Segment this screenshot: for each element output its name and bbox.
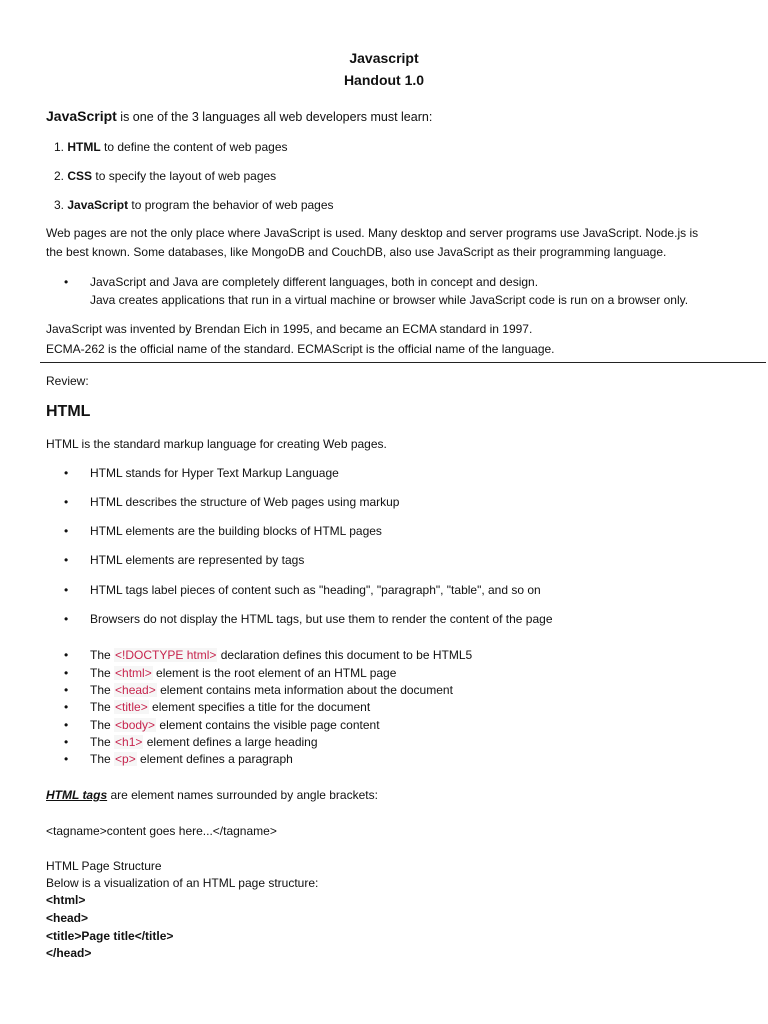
html-tags-line — [46, 788, 378, 802]
html-bullet — [64, 466, 339, 480]
language-number: 2. — [54, 169, 65, 183]
element-pre: The — [90, 666, 115, 680]
element-pre: The — [90, 718, 115, 732]
element-pre: The — [90, 683, 115, 697]
bullet-icon: • — [64, 718, 69, 732]
html-tags-rest: are element names surrounded by angle brackets: — [107, 788, 378, 802]
java-bullet-line-1: JavaScript and Java are completely different languages, both in concept and design. — [90, 275, 539, 289]
html-intro: HTML is the standard markup language for creating Web pages. — [46, 437, 387, 451]
html-bullet — [64, 612, 553, 626]
tag-code: <html> — [115, 666, 152, 680]
bullet-icon: • — [64, 612, 69, 626]
web-pages-paragraph-line-1: Web pages are not the only place where JavaScript is used. Many desktop and server programs use JavaScript. Node.js is — [46, 226, 699, 240]
bullet-icon: • — [64, 683, 69, 697]
invented-line-1: JavaScript was invented by Brendan Eich in 1995, and became an ECMA standard in 1997. — [46, 322, 533, 336]
element-post: element defines a large heading — [143, 735, 318, 749]
element-post: element is the root element of an HTML page — [152, 666, 397, 680]
doc-title: Javascript — [349, 50, 419, 66]
language-text: to program the behavior of web pages — [128, 198, 334, 212]
tag-code: <body> — [115, 718, 156, 732]
element-post: element defines a paragraph — [136, 752, 293, 766]
html-bullet-text: HTML elements are represented by tags — [90, 553, 305, 567]
language-text: to define the content of web pages — [100, 140, 288, 154]
element-pre: The — [90, 735, 115, 749]
bullet-icon: • — [64, 648, 69, 662]
bullet-icon: • — [64, 553, 69, 567]
element-bullet — [64, 735, 318, 749]
tag-code: <title> — [115, 700, 148, 714]
language-item-3 — [54, 198, 334, 212]
element-pre: The — [90, 648, 115, 662]
tag-syntax-example: <tagname>content goes here...</tagname> — [46, 824, 277, 838]
page-structure-heading: HTML Page Structure — [46, 859, 162, 873]
html-tags-term: HTML tags — [46, 788, 108, 802]
structure-line: <head> — [46, 911, 89, 925]
language-number: 1. — [54, 140, 65, 154]
html-bullet-text: HTML describes the structure of Web pages using markup — [90, 495, 400, 509]
element-bullet — [64, 648, 472, 662]
element-post: declaration defines this document to be HTML5 — [217, 648, 473, 662]
java-bullet — [64, 275, 538, 289]
language-name: JavaScript — [67, 198, 129, 212]
language-name: HTML — [67, 140, 101, 154]
tag-code: <!DOCTYPE html> — [115, 648, 217, 662]
element-bullet — [64, 683, 453, 697]
intro-line — [46, 108, 432, 125]
structure-line: <title>Page title</title> — [46, 929, 174, 943]
bullet-icon: • — [64, 752, 69, 766]
structure-line: </head> — [46, 946, 92, 960]
page-structure-intro: Below is a visualization of an HTML page structure: — [46, 876, 319, 890]
element-bullet — [64, 666, 396, 680]
structure-line: <html> — [46, 893, 86, 907]
element-pre: The — [90, 752, 115, 766]
review-label: Review: — [46, 374, 89, 388]
bullet-icon: • — [64, 275, 69, 289]
bullet-icon: • — [64, 735, 69, 749]
java-bullet-line-2: Java creates applications that run in a virtual machine or browser while JavaScript code is run on a browser only. — [90, 293, 689, 307]
html-bullet-text: HTML tags label pieces of content such as "heading", "paragraph", "table", and so on — [90, 583, 541, 597]
intro-rest: is one of the 3 languages all web developers must learn: — [116, 110, 433, 124]
intro-bold-word: JavaScript — [46, 108, 117, 124]
section-divider — [40, 362, 766, 363]
html-bullet — [64, 524, 382, 538]
bullet-icon: • — [64, 700, 69, 714]
bullet-icon: • — [64, 583, 69, 597]
element-bullet — [64, 752, 293, 766]
html-bullet — [64, 583, 541, 597]
tag-code: <head> — [115, 683, 156, 697]
language-name: CSS — [67, 169, 93, 183]
doc-subtitle: Handout 1.0 — [343, 72, 425, 88]
element-pre: The — [90, 700, 115, 714]
bullet-icon: • — [64, 666, 69, 680]
element-post: element contains meta information about the document — [156, 683, 453, 697]
element-bullet — [64, 718, 380, 732]
html-bullet — [64, 553, 304, 567]
element-bullet — [64, 700, 370, 714]
web-pages-paragraph-line-2: the best known. Some databases, like MongoDB and CouchDB, also use JavaScript as their programming language. — [46, 245, 667, 259]
bullet-icon: • — [64, 466, 69, 480]
element-post: element contains the visible page content — [156, 718, 380, 732]
tag-code: <h1> — [115, 735, 143, 749]
tag-code: <p> — [115, 752, 136, 766]
language-text: to specify the layout of web pages — [92, 169, 277, 183]
bullet-icon: • — [64, 495, 69, 509]
html-bullet-text: Browsers do not display the HTML tags, but use them to render the content of the page — [90, 612, 553, 626]
html-bullet — [64, 495, 399, 509]
html-heading: HTML — [46, 403, 91, 420]
language-number: 3. — [54, 198, 65, 212]
language-item-2 — [54, 169, 276, 183]
html-bullet-text: HTML stands for Hyper Text Markup Language — [90, 466, 339, 480]
html-bullet-text: HTML elements are the building blocks of HTML pages — [90, 524, 382, 538]
bullet-icon: • — [64, 524, 69, 538]
element-post: element specifies a title for the document — [148, 700, 371, 714]
language-item-1 — [54, 140, 288, 154]
invented-line-2: ECMA-262 is the official name of the standard. ECMAScript is the official name of the language. — [46, 342, 555, 356]
